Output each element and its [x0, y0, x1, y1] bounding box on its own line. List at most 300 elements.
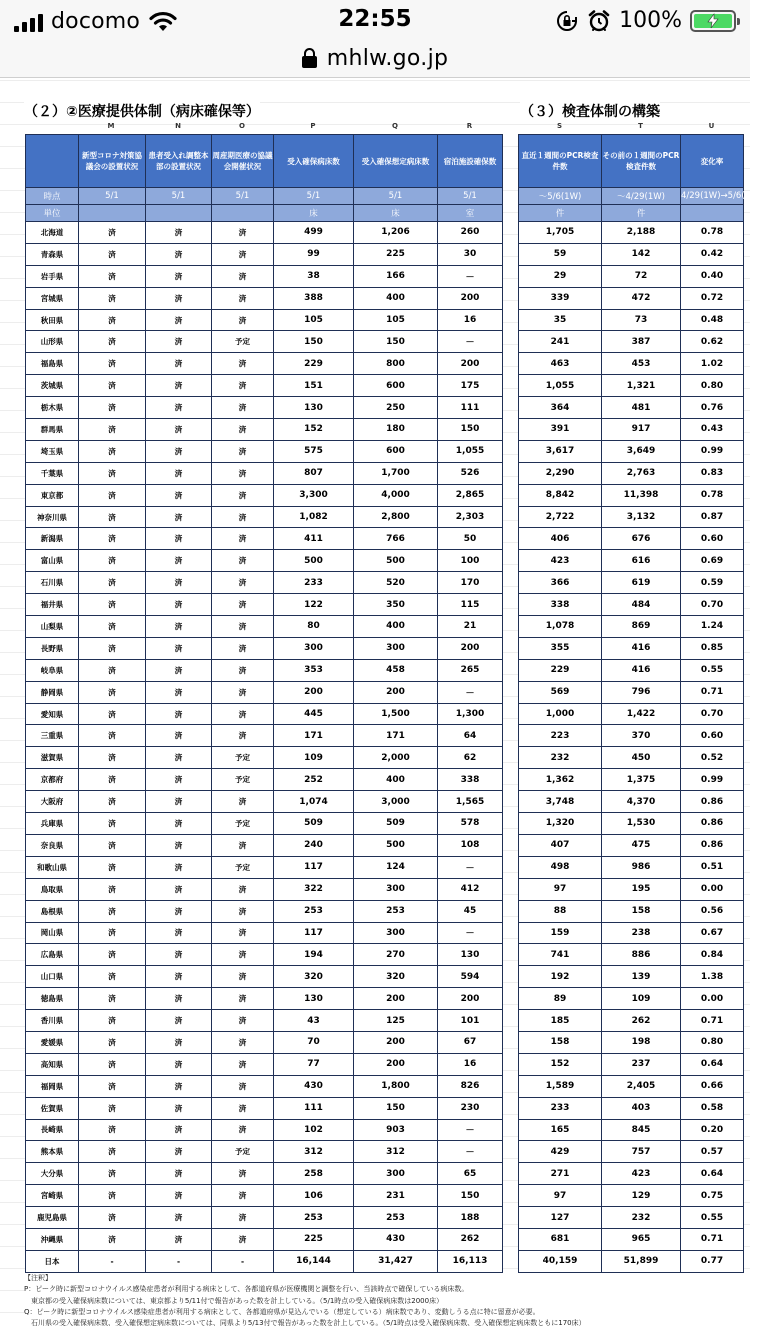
cell-u: 0.60: [681, 528, 744, 550]
table-row: [519, 747, 744, 769]
table-row: [26, 1010, 503, 1032]
cell-s: 355: [519, 637, 602, 659]
cell-o: 済: [212, 1119, 274, 1141]
header-label: [26, 135, 79, 188]
cell-s: 366: [519, 572, 602, 594]
cell-r: 526: [438, 462, 503, 484]
spreadsheet-view[interactable]: [0, 79, 762, 1334]
header-r: 宿泊施設確保数: [438, 135, 503, 188]
cell-n: 済: [146, 1228, 212, 1250]
cell-r: 200: [438, 637, 503, 659]
cell-m: 済: [79, 1053, 146, 1075]
cell-r: 262: [438, 1228, 503, 1250]
cell-n: 済: [146, 550, 212, 572]
cell-p: 117: [274, 856, 354, 878]
cell-s: 127: [519, 1207, 602, 1229]
cell-p: 16,144: [274, 1250, 354, 1272]
cell-s: 741: [519, 944, 602, 966]
cell-p: 575: [274, 440, 354, 462]
cell-n: 済: [146, 462, 212, 484]
time-r: 5/1: [438, 188, 503, 205]
cell-q: 253: [354, 900, 438, 922]
cell-o: -: [212, 1250, 274, 1272]
cell-s: 59: [519, 243, 602, 265]
padlock-icon: [302, 48, 317, 68]
cell-q: 300: [354, 1163, 438, 1185]
header-row: [519, 135, 744, 188]
column-letter-o: O: [239, 122, 245, 130]
cell-q: 125: [354, 1010, 438, 1032]
url-text[interactable]: mhlw.go.jp: [326, 45, 449, 71]
cell-u: 0.70: [681, 703, 744, 725]
cell-p: 130: [274, 988, 354, 1010]
cell-q: 430: [354, 1228, 438, 1250]
cell-t: 475: [602, 834, 681, 856]
cell-t: 965: [602, 1228, 681, 1250]
table-row: [519, 265, 744, 287]
table-row: [519, 1010, 744, 1032]
table-row: [26, 944, 503, 966]
cell-q: 509: [354, 813, 438, 835]
cell-t: 403: [602, 1097, 681, 1119]
cell-o: 済: [212, 222, 274, 244]
cell-t: 423: [602, 1163, 681, 1185]
cell-r: 265: [438, 659, 503, 681]
prefecture-cell: 石川県: [26, 572, 79, 594]
cell-r: 64: [438, 725, 503, 747]
cell-m: 済: [79, 834, 146, 856]
cell-t: 4,370: [602, 791, 681, 813]
cell-p: 200: [274, 681, 354, 703]
cell-s: 271: [519, 1163, 602, 1185]
cell-u: 0.67: [681, 922, 744, 944]
cell-q: 1,500: [354, 703, 438, 725]
table-row: [26, 747, 503, 769]
cell-o: 済: [212, 1163, 274, 1185]
cell-t: 886: [602, 944, 681, 966]
cell-o: 済: [212, 878, 274, 900]
cell-p: 194: [274, 944, 354, 966]
cell-n: 済: [146, 637, 212, 659]
table-row: [519, 988, 744, 1010]
cell-m: 済: [79, 506, 146, 528]
prefecture-cell: 静岡県: [26, 681, 79, 703]
cell-t: 616: [602, 550, 681, 572]
cell-r: 1,300: [438, 703, 503, 725]
cell-n: 済: [146, 659, 212, 681]
cell-p: 499: [274, 222, 354, 244]
cell-m: 済: [79, 659, 146, 681]
cell-u: 0.71: [681, 1228, 744, 1250]
column-letters: [0, 122, 750, 134]
prefecture-cell: 山梨県: [26, 616, 79, 638]
table-row: [26, 1097, 503, 1119]
prefecture-cell: 宮城県: [26, 287, 79, 309]
table-row: [519, 375, 744, 397]
cell-o: 済: [212, 506, 274, 528]
cell-s: 192: [519, 966, 602, 988]
cell-m: 済: [79, 484, 146, 506]
cell-o: 済: [212, 922, 274, 944]
cell-t: 2,763: [602, 462, 681, 484]
cell-q: 150: [354, 331, 438, 353]
prefecture-cell: 広島県: [26, 944, 79, 966]
cell-m: 済: [79, 550, 146, 572]
table-row: [519, 1075, 744, 1097]
cell-o: 済: [212, 944, 274, 966]
cell-o: 済: [212, 1207, 274, 1229]
cell-s: 463: [519, 353, 602, 375]
cell-p: 150: [274, 331, 354, 353]
cell-n: 済: [146, 265, 212, 287]
cell-m: 済: [79, 616, 146, 638]
cell-o: 済: [212, 1075, 274, 1097]
table-row: [519, 637, 744, 659]
cell-q: 166: [354, 265, 438, 287]
table-row: [26, 594, 503, 616]
table-row: [26, 703, 503, 725]
carrier-name: docomo: [51, 9, 141, 34]
cell-o: 済: [212, 309, 274, 331]
table-row: [26, 659, 503, 681]
cell-s: 241: [519, 331, 602, 353]
cell-s: 429: [519, 1141, 602, 1163]
cell-m: 済: [79, 1163, 146, 1185]
cell-t: 109: [602, 988, 681, 1010]
table-row: [26, 353, 503, 375]
table-row: [26, 878, 503, 900]
cell-o: 済: [212, 637, 274, 659]
unit-r: 室: [438, 205, 503, 222]
cell-u: 0.86: [681, 813, 744, 835]
cell-s: 35: [519, 309, 602, 331]
cell-p: 509: [274, 813, 354, 835]
prefecture-cell: 群馬県: [26, 419, 79, 441]
cell-n: 済: [146, 222, 212, 244]
prefecture-cell: 三重県: [26, 725, 79, 747]
cell-q: 253: [354, 1207, 438, 1229]
cell-m: 済: [79, 1031, 146, 1053]
cell-p: 70: [274, 1031, 354, 1053]
status-bar: [0, 0, 750, 40]
cell-o: 済: [212, 1228, 274, 1250]
cell-t: 142: [602, 243, 681, 265]
cell-r: 578: [438, 813, 503, 835]
cell-t: 3,649: [602, 440, 681, 462]
cell-n: 済: [146, 331, 212, 353]
cell-s: 406: [519, 528, 602, 550]
cell-o: 予定: [212, 331, 274, 353]
cell-t: 73: [602, 309, 681, 331]
cell-t: 917: [602, 419, 681, 441]
cell-s: 158: [519, 1031, 602, 1053]
cell-r: 1,565: [438, 791, 503, 813]
section-title-medical: （２）②医療提供体制（病床確保等）: [24, 101, 260, 121]
time-s: ～5/6(1W): [519, 188, 602, 205]
cell-u: 0.62: [681, 331, 744, 353]
prefecture-cell: 宮崎県: [26, 1185, 79, 1207]
table-row: [519, 1207, 744, 1229]
cell-s: 89: [519, 988, 602, 1010]
cell-q: 300: [354, 922, 438, 944]
cell-s: 364: [519, 397, 602, 419]
cell-n: 済: [146, 703, 212, 725]
cell-r: 230: [438, 1097, 503, 1119]
cell-u: 0.57: [681, 1141, 744, 1163]
cell-m: 済: [79, 966, 146, 988]
cell-m: 済: [79, 222, 146, 244]
charging-bolt-icon: [707, 14, 719, 28]
cell-m: 済: [79, 572, 146, 594]
cell-t: 2,188: [602, 222, 681, 244]
cell-m: 済: [79, 988, 146, 1010]
header-m: 新型コロナ対策協議会の設置状況: [79, 135, 146, 188]
cell-t: 484: [602, 594, 681, 616]
cell-m: 済: [79, 331, 146, 353]
prefecture-cell: 和歌山県: [26, 856, 79, 878]
cell-o: 予定: [212, 769, 274, 791]
note-line: P：ピーク時に新型コロナウイルス感染症患者が利用する病床として、各都道府県が医療機関と調整を行い、当該時点で確保している病床数。: [24, 1285, 469, 1294]
cell-t: 845: [602, 1119, 681, 1141]
prefecture-cell: 神奈川県: [26, 506, 79, 528]
table-row: [519, 966, 744, 988]
column-letter-p: P: [310, 122, 316, 130]
cell-p: 1,074: [274, 791, 354, 813]
prefecture-cell: 愛知県: [26, 703, 79, 725]
cell-m: 済: [79, 1207, 146, 1229]
cell-q: 400: [354, 769, 438, 791]
cell-p: 151: [274, 375, 354, 397]
time-row: [519, 188, 744, 205]
cell-n: 済: [146, 397, 212, 419]
cell-u: 0.52: [681, 747, 744, 769]
cell-r: 65: [438, 1163, 503, 1185]
cell-o: 済: [212, 572, 274, 594]
prefecture-cell: 香川県: [26, 1010, 79, 1032]
cell-q: 200: [354, 1031, 438, 1053]
unit-label: 単位: [26, 205, 79, 222]
table-row: [519, 287, 744, 309]
cell-t: 158: [602, 900, 681, 922]
cell-u: 0.78: [681, 484, 744, 506]
cell-r: －: [438, 331, 503, 353]
cell-o: 予定: [212, 1141, 274, 1163]
cell-o: 済: [212, 287, 274, 309]
cell-q: 105: [354, 309, 438, 331]
cell-n: 済: [146, 440, 212, 462]
unit-q: 床: [354, 205, 438, 222]
cell-p: 38: [274, 265, 354, 287]
cell-t: 72: [602, 265, 681, 287]
table-row: [26, 1141, 503, 1163]
table-row: [519, 1031, 744, 1053]
table-row: [26, 1228, 503, 1250]
cell-t: 198: [602, 1031, 681, 1053]
cell-o: 済: [212, 703, 274, 725]
prefecture-cell: 日本: [26, 1250, 79, 1272]
table-row: [519, 397, 744, 419]
cell-r: 62: [438, 747, 503, 769]
cell-p: 171: [274, 725, 354, 747]
table-row: [519, 791, 744, 813]
unit-row: [26, 205, 503, 222]
cell-t: 3,132: [602, 506, 681, 528]
cell-o: 予定: [212, 747, 274, 769]
cell-r: 130: [438, 944, 503, 966]
cell-m: 済: [79, 791, 146, 813]
cell-o: 済: [212, 243, 274, 265]
cell-r: 338: [438, 769, 503, 791]
cell-p: 500: [274, 550, 354, 572]
prefecture-cell: 秋田県: [26, 309, 79, 331]
cell-u: 0.69: [681, 550, 744, 572]
table-row: [519, 528, 744, 550]
cell-m: 済: [79, 528, 146, 550]
table-row: [519, 419, 744, 441]
cell-o: 済: [212, 725, 274, 747]
cell-s: 1,705: [519, 222, 602, 244]
cell-t: 195: [602, 878, 681, 900]
cell-p: 106: [274, 1185, 354, 1207]
table-row: [26, 1207, 503, 1229]
table-row: [519, 353, 744, 375]
time-label: 時点: [26, 188, 79, 205]
cell-s: 407: [519, 834, 602, 856]
cell-n: 済: [146, 1141, 212, 1163]
table-row: [519, 506, 744, 528]
cell-s: 3,748: [519, 791, 602, 813]
cell-t: 1,375: [602, 769, 681, 791]
table-row: [26, 1119, 503, 1141]
cell-s: 223: [519, 725, 602, 747]
cell-u: 0.84: [681, 944, 744, 966]
cell-r: 45: [438, 900, 503, 922]
cell-u: 0.66: [681, 1075, 744, 1097]
table-row: [519, 243, 744, 265]
prefecture-cell: 山形県: [26, 331, 79, 353]
time-n: 5/1: [146, 188, 212, 205]
unit-p: 床: [274, 205, 354, 222]
cell-p: 411: [274, 528, 354, 550]
cell-q: 225: [354, 243, 438, 265]
cell-u: 0.76: [681, 397, 744, 419]
cell-q: 600: [354, 440, 438, 462]
cell-m: -: [79, 1250, 146, 1272]
cell-n: 済: [146, 1031, 212, 1053]
cell-u: 0.60: [681, 725, 744, 747]
cell-t: 1,422: [602, 703, 681, 725]
cell-u: 1.24: [681, 616, 744, 638]
cell-s: 97: [519, 1185, 602, 1207]
cell-q: 200: [354, 1053, 438, 1075]
cell-n: 済: [146, 1053, 212, 1075]
cell-m: 済: [79, 856, 146, 878]
cell-n: 済: [146, 287, 212, 309]
cell-s: 232: [519, 747, 602, 769]
cell-o: 済: [212, 419, 274, 441]
time-t: ～4/29(1W): [602, 188, 681, 205]
cell-p: 300: [274, 637, 354, 659]
time-q: 5/1: [354, 188, 438, 205]
prefecture-cell: 愛媛県: [26, 1031, 79, 1053]
note-line: 石川県の受入確保病床数、受入確保想定病床数については、同県より5/13付で報告があった数を計上している。（5/1時点は受入確保病床数、受入確保想定病床数ともに170床）: [24, 1319, 586, 1328]
cell-q: 500: [354, 834, 438, 856]
prefecture-cell: 徳島県: [26, 988, 79, 1010]
cell-r: 200: [438, 353, 503, 375]
prefecture-cell: 大分県: [26, 1163, 79, 1185]
cell-m: 済: [79, 813, 146, 835]
cell-p: 43: [274, 1010, 354, 1032]
table-row: [519, 1119, 744, 1141]
cell-u: 0.43: [681, 419, 744, 441]
cell-s: 152: [519, 1053, 602, 1075]
cell-m: 済: [79, 353, 146, 375]
cell-o: 済: [212, 791, 274, 813]
cell-r: 108: [438, 834, 503, 856]
cell-s: 339: [519, 287, 602, 309]
cell-n: 済: [146, 922, 212, 944]
cell-q: 903: [354, 1119, 438, 1141]
cell-s: 165: [519, 1119, 602, 1141]
cell-p: 253: [274, 1207, 354, 1229]
cell-t: 387: [602, 331, 681, 353]
cell-m: 済: [79, 1075, 146, 1097]
cell-m: 済: [79, 747, 146, 769]
cell-m: 済: [79, 265, 146, 287]
cell-r: －: [438, 856, 503, 878]
cell-p: 258: [274, 1163, 354, 1185]
cell-n: 済: [146, 725, 212, 747]
cell-n: 済: [146, 769, 212, 791]
cell-m: 済: [79, 725, 146, 747]
table-row: [26, 550, 503, 572]
prefecture-cell: 東京都: [26, 484, 79, 506]
cell-q: 200: [354, 988, 438, 1010]
cell-r: －: [438, 922, 503, 944]
table-row: [519, 1185, 744, 1207]
table-row: [519, 681, 744, 703]
address-bar[interactable]: [0, 40, 750, 78]
cell-q: 3,000: [354, 791, 438, 813]
prefecture-cell: 長崎県: [26, 1119, 79, 1141]
cell-t: 51,899: [602, 1250, 681, 1272]
cell-o: 済: [212, 528, 274, 550]
cell-p: 807: [274, 462, 354, 484]
table-row: [26, 375, 503, 397]
prefecture-cell: 鳥取県: [26, 878, 79, 900]
cell-q: 180: [354, 419, 438, 441]
cell-s: 569: [519, 681, 602, 703]
table-row: [26, 637, 503, 659]
cell-q: 1,206: [354, 222, 438, 244]
cell-r: 2,303: [438, 506, 503, 528]
cell-o: 済: [212, 1097, 274, 1119]
unit-u: [681, 205, 744, 222]
cell-t: 472: [602, 287, 681, 309]
column-letter-n: N: [175, 122, 181, 130]
cell-p: 233: [274, 572, 354, 594]
cell-n: 済: [146, 528, 212, 550]
table-row: [519, 1053, 744, 1075]
cell-t: 416: [602, 637, 681, 659]
prefecture-cell: 青森県: [26, 243, 79, 265]
cell-u: 0.80: [681, 1031, 744, 1053]
cell-p: 312: [274, 1141, 354, 1163]
table-row: [26, 1163, 503, 1185]
table-row: [26, 462, 503, 484]
medical-capacity-table: [25, 134, 503, 1273]
table-row: [26, 791, 503, 813]
